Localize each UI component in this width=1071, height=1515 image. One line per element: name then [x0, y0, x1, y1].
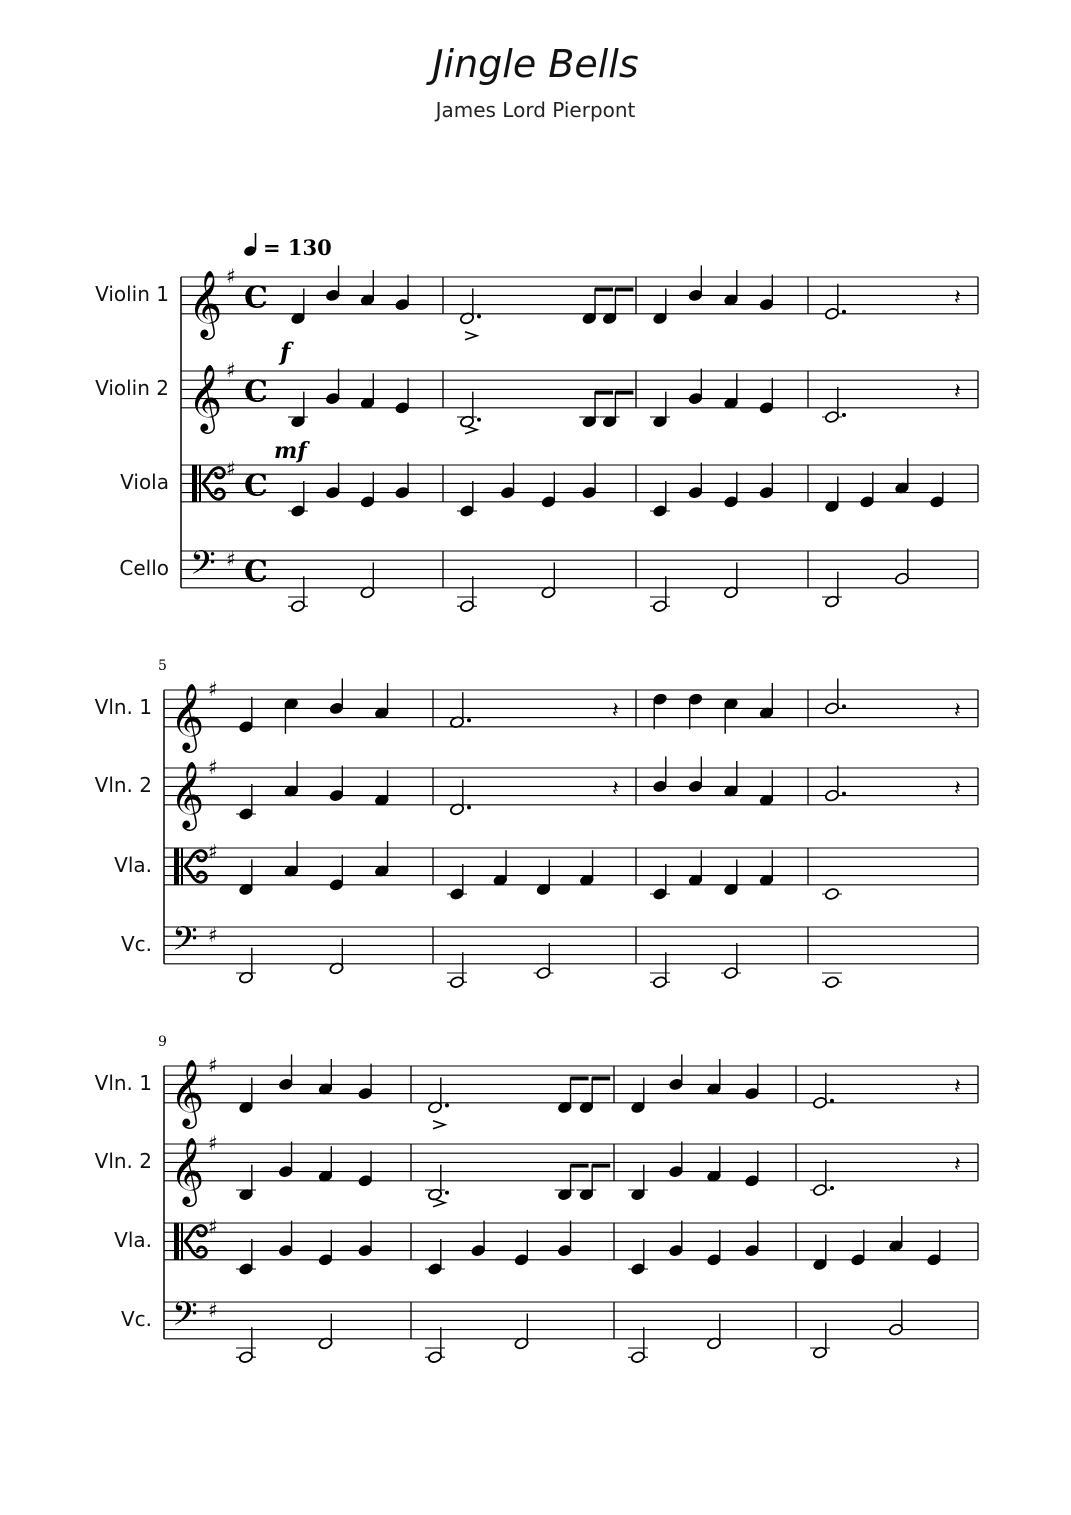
key-signature-sharp: ♯: [226, 456, 236, 481]
treble-clef-icon: 𝄞: [188, 268, 223, 337]
key-signature-sharp: ♯: [208, 1214, 218, 1239]
key-signature-sharp: ♯: [208, 677, 218, 701]
staff: [114, 840, 978, 901]
staff: [95, 755, 978, 831]
staff: [95, 1053, 978, 1129]
treble-clef-icon: 𝄞: [170, 1135, 205, 1204]
instrument-name: Violin 1: [95, 281, 169, 306]
staff: [121, 920, 978, 988]
staff: [95, 264, 978, 340]
accent-icon: [433, 1199, 445, 1207]
instrument-name: Vln. 1: [94, 694, 152, 719]
instrument-name: Vln. 2: [94, 1148, 152, 1173]
accent-icon: [465, 426, 477, 434]
quarter-rest-icon: 𝄽: [612, 776, 619, 802]
staff-system: [95, 658, 978, 989]
tempo-marking: [243, 233, 332, 260]
score-composer: James Lord Pierpont: [435, 98, 636, 122]
staff: [95, 677, 978, 753]
key-signature-sharp: ♯: [208, 923, 218, 948]
bass-clef-icon: 𝄢: [190, 544, 216, 591]
key-signature-sharp: ♯: [208, 1131, 218, 1155]
instrument-name: Vla.: [114, 1227, 152, 1252]
quarter-rest-icon: 𝄽: [954, 1152, 961, 1178]
quarter-rest-icon: 𝄽: [954, 1074, 961, 1100]
time-signature: C: [244, 468, 268, 504]
key-signature-sharp: ♯: [226, 358, 236, 382]
treble-clef-icon: 𝄞: [170, 1057, 205, 1126]
treble-clef-icon: 𝄞: [188, 362, 223, 431]
staff: [120, 457, 978, 518]
instrument-name: Vc.: [120, 1306, 152, 1331]
instrument-name: Viola: [120, 469, 169, 494]
quarter-rest-icon: 𝄽: [954, 285, 961, 311]
instrument-name: Cello: [119, 555, 169, 580]
note-head: [825, 976, 840, 989]
key-signature-sharp: ♯: [226, 264, 236, 288]
time-signature: C: [244, 554, 268, 590]
bass-clef-icon: 𝄢: [172, 920, 198, 967]
quarter-rest-icon: 𝄽: [954, 698, 961, 724]
instrument-name: Vla.: [114, 852, 152, 877]
staff: [119, 544, 978, 612]
instrument-name: Vln. 2: [94, 772, 152, 797]
instrument-name: Vln. 1: [94, 1070, 152, 1095]
dynamic-mezzo-forte: mf: [274, 438, 307, 464]
staff: [95, 1131, 978, 1207]
treble-clef-icon: 𝄞: [170, 759, 205, 828]
staff: [114, 1215, 978, 1276]
dynamic-forte: f: [280, 337, 291, 366]
quarter-rest-icon: 𝄽: [612, 698, 619, 724]
key-signature-sharp: ♯: [208, 839, 218, 864]
accent-icon: [433, 1121, 445, 1129]
staff-system: [95, 264, 978, 613]
time-signature: C: [244, 280, 268, 316]
staff-system: [95, 1034, 978, 1364]
treble-clef-icon: 𝄞: [170, 681, 205, 750]
key-signature-sharp: ♯: [208, 755, 218, 779]
time-signature: C: [244, 374, 268, 410]
quarter-rest-icon: 𝄽: [954, 379, 961, 405]
tempo-value: = 130: [263, 235, 332, 260]
instrument-name: Violin 2: [95, 375, 169, 400]
measure-number: 5: [158, 658, 167, 674]
instrument-name: Vc.: [120, 931, 152, 956]
bass-clef-icon: 𝄢: [172, 1295, 198, 1342]
score-title: Jingle Bells: [432, 42, 639, 86]
key-signature-sharp: ♯: [208, 1053, 218, 1077]
accent-icon: [465, 332, 477, 340]
staff: [121, 1295, 978, 1363]
quarter-rest-icon: 𝄽: [954, 776, 961, 802]
key-signature-sharp: ♯: [208, 1298, 218, 1323]
staff: [95, 358, 978, 434]
measure-number: 9: [158, 1034, 167, 1050]
key-signature-sharp: ♯: [226, 547, 236, 572]
note-head: [825, 888, 840, 901]
